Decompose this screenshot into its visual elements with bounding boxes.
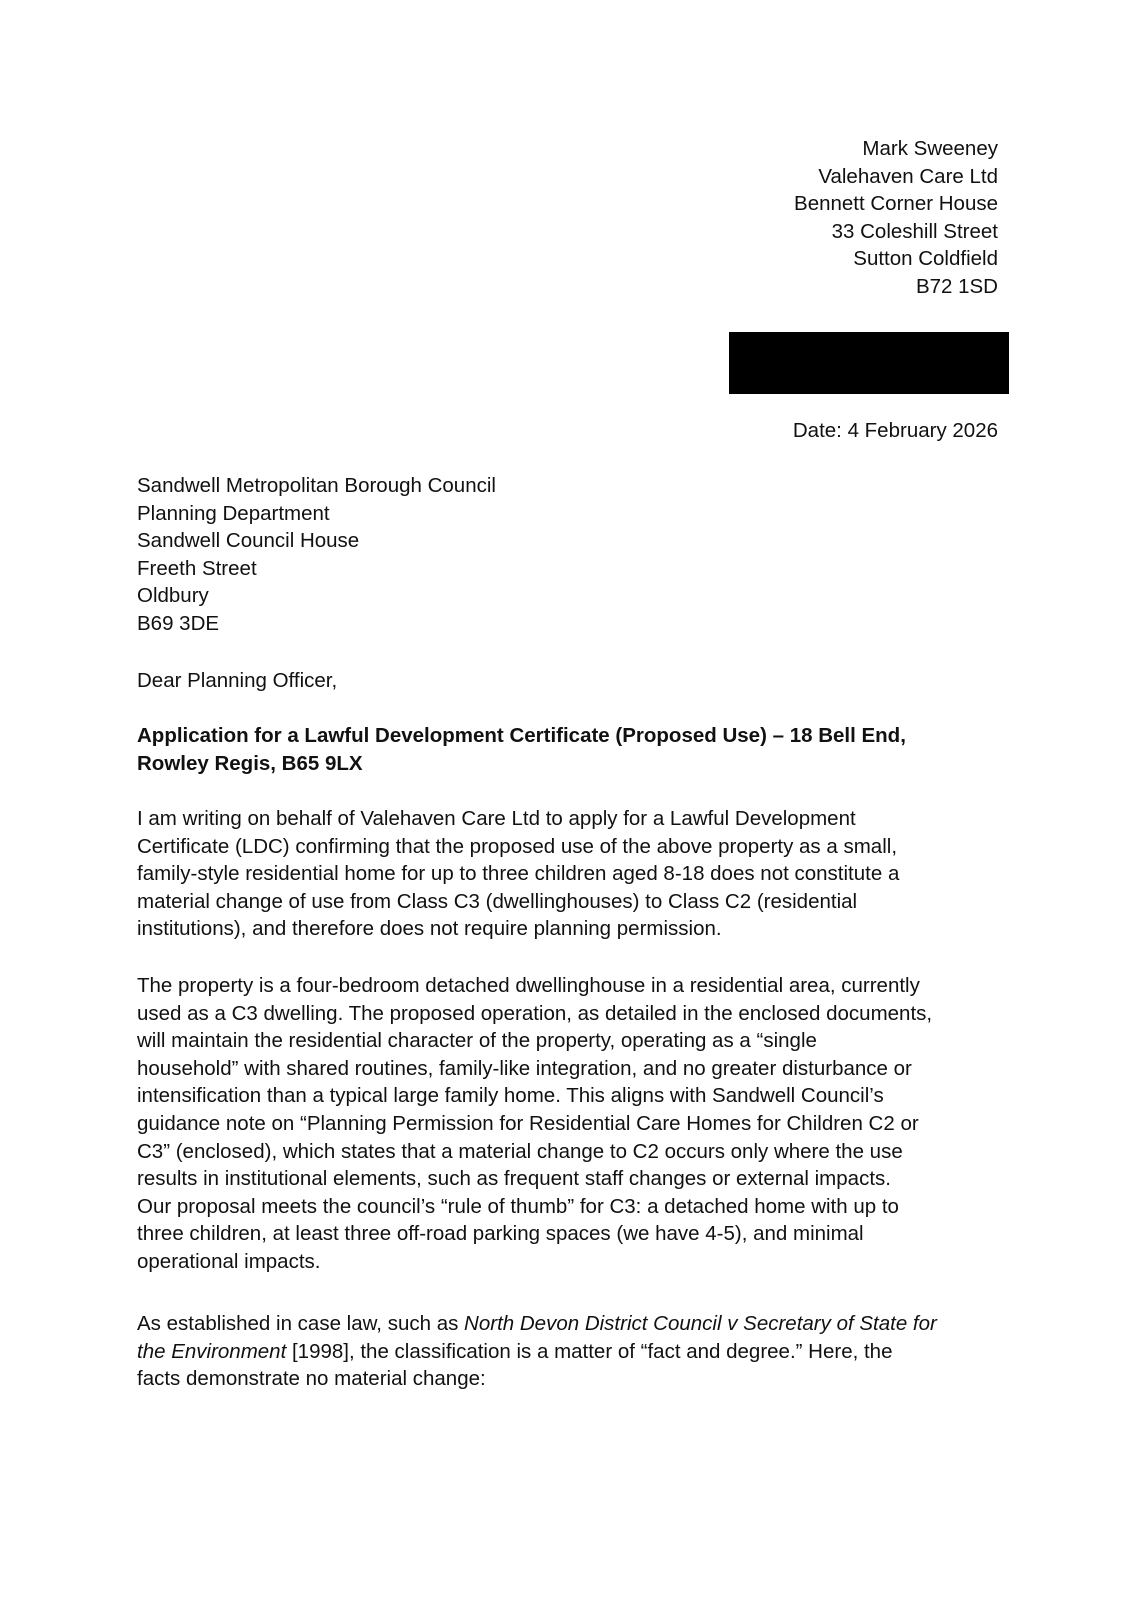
recipient-address (137, 472, 496, 638)
paragraph-line (137, 1338, 997, 1366)
sender-company: Valehaven Care Ltd (818, 164, 998, 188)
subject-heading (137, 722, 997, 777)
paragraph-line: intensification than a typical large family home. This aligns with Sandwell Council’s (137, 1084, 884, 1108)
salutation: Dear Planning Officer, (137, 669, 338, 692)
body-paragraph-2 (137, 972, 997, 1276)
recipient-line-2: Planning Department (137, 501, 330, 525)
recipient-line-6: B69 3DE (137, 611, 220, 635)
body-paragraph-1 (137, 805, 997, 943)
recipient-line-3: Sandwell Council House (137, 529, 360, 553)
paragraph-line: I am writing on behalf of Valehaven Care Ltd to apply for a Lawful Development (137, 807, 856, 830)
paragraph-line: Certificate (LDC) confirming that the proposed use of the above property as a small, (137, 834, 898, 858)
paragraph-line: Our proposal meets the council’s “rule of thumb” for C3: a detached home with up to (137, 1194, 899, 1218)
paragraph-line: three children, at least three off-road parking spaces (we have 4-5), and minimal (137, 1222, 864, 1246)
paragraph-line: material change of use from Class C3 (dwellinghouses) to Class C2 (residential (137, 889, 858, 913)
recipient-line-4: Freeth Street (137, 556, 257, 580)
paragraph-line: results in institutional elements, such as frequent staff changes or external impacts. (137, 1167, 891, 1191)
paragraph-line: The property is a four-bedroom detached dwellinghouse in a residential area, currently (137, 974, 920, 997)
case-name-part-2: the Environment (137, 1339, 287, 1363)
body-paragraph-3 (137, 1310, 997, 1393)
paragraph-line: will maintain the residential character of the property, operating as a “single (137, 1029, 817, 1053)
subject-line-2: Rowley Regis, B65 9LX (137, 751, 363, 775)
case-name-part-1: North Devon District Council v Secretary of State for (464, 1312, 937, 1335)
sender-town: Sutton Coldfield (853, 247, 998, 271)
paragraph-line (137, 1310, 997, 1338)
sender-building: Bennett Corner House (794, 192, 998, 216)
sender-street: 33 Coleshill Street (831, 219, 998, 243)
paragraph-line: used as a C3 dwelling. The proposed operation, as detailed in the enclosed documents, (137, 1001, 933, 1025)
recipient-line-1: Sandwell Metropolitan Borough Council (137, 474, 496, 497)
sender-name: Mark Sweeney (862, 137, 998, 160)
sender-postcode: B72 1SD (915, 274, 998, 298)
paragraph-line: facts demonstrate no material change: (137, 1367, 486, 1391)
paragraph-line: household” with shared routines, family-like integration, and no greater disturbance or (137, 1056, 912, 1080)
letter-date: Date: 4 February 2026 (792, 419, 998, 442)
case-citation-text: [1998], the classification is a matter of “fact and degree.” Here, the (286, 1339, 893, 1363)
subject-line-1: Application for a Lawful Development Certificate (Proposed Use) – 18 Bell End, (137, 724, 906, 747)
case-law-intro: As established in case law, such as (137, 1312, 465, 1335)
paragraph-line: institutions), and therefore does not require planning permission. (137, 917, 722, 941)
paragraph-line: C3” (enclosed), which states that a material change to C2 occurs only where the use (137, 1139, 903, 1163)
redaction-bar (729, 332, 1009, 394)
paragraph-line: guidance note on “Planning Permission for Residential Care Homes for Children C2 or (137, 1111, 919, 1135)
paragraph-line: operational impacts. (137, 1249, 321, 1273)
sender-address (498, 135, 998, 301)
paragraph-line: family-style residential home for up to three children aged 8-18 does not constitute a (137, 862, 900, 886)
recipient-line-5: Oldbury (137, 584, 209, 608)
